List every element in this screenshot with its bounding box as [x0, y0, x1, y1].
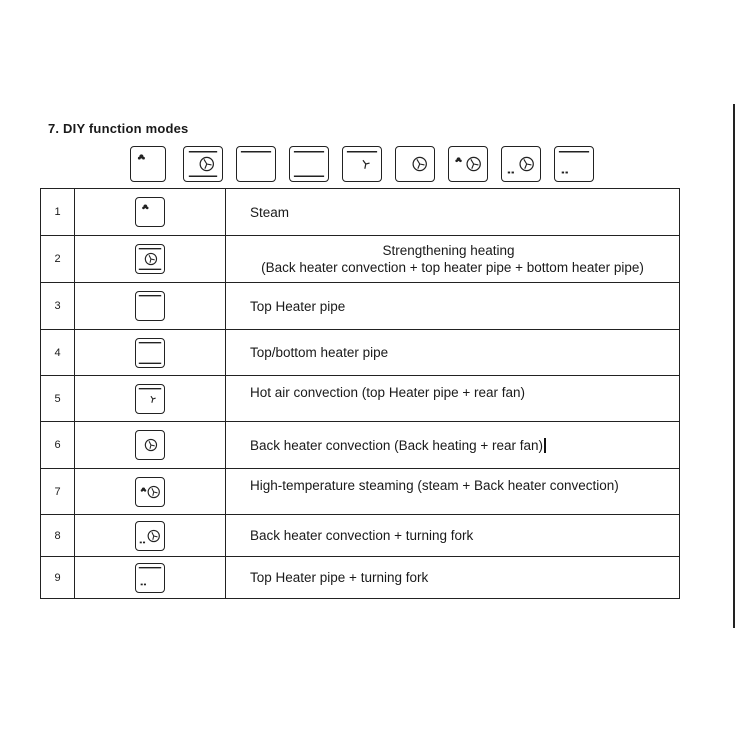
hot-air-convection-mode-icon	[342, 146, 382, 182]
page-edge-rule	[733, 104, 735, 628]
mode-description: Back heater convection (Back heating + rear fan)	[250, 437, 544, 453]
steam-mode-icon	[135, 197, 165, 227]
mode-number: 5	[41, 376, 75, 422]
mode-number: 9	[41, 557, 75, 599]
strengthening-heating-mode-icon	[183, 146, 223, 182]
mode-number: 2	[41, 236, 75, 283]
table-row	[41, 515, 680, 557]
function-modes-table	[40, 188, 680, 599]
top-heater-pipe-turning-fork-mode-icon	[554, 146, 594, 182]
high-temperature-steaming-mode-icon	[448, 146, 488, 182]
hot-air-convection-mode-icon	[135, 384, 165, 414]
top-heater-pipe-turning-fork-mode-icon	[135, 563, 165, 593]
mode-description-title: Strengthening heating	[382, 243, 515, 258]
top-heater-pipe-mode-icon	[135, 291, 165, 321]
mode-description: Back heater convection + turning fork	[226, 515, 680, 557]
mode-number: 8	[41, 515, 75, 557]
table-row	[41, 469, 680, 515]
table-row	[41, 557, 680, 599]
mode-description: Top/bottom heater pipe	[226, 330, 680, 376]
high-temperature-steaming-mode-icon	[135, 477, 165, 507]
table-row	[41, 189, 680, 236]
table-row	[41, 283, 680, 330]
top-bottom-heater-pipe-mode-icon	[135, 338, 165, 368]
table-row	[41, 376, 680, 422]
strengthening-heating-mode-icon	[135, 244, 165, 274]
mode-description: Steam	[226, 189, 680, 236]
top-bottom-heater-pipe-mode-icon	[289, 146, 329, 182]
back-heater-convection-turning-fork-mode-icon	[135, 521, 165, 551]
mode-description: High-temperature steaming (steam + Back heater convection)	[226, 469, 680, 515]
mode-description-detail: (Back heater convection + top heater pipe + bottom heater pipe)	[261, 260, 644, 275]
steam-mode-icon	[130, 146, 166, 182]
table-row	[41, 236, 680, 283]
top-heater-pipe-mode-icon	[236, 146, 276, 182]
mode-description: Top Heater pipe	[226, 283, 680, 330]
mode-number: 6	[41, 422, 75, 469]
mode-description: Top Heater pipe + turning fork	[226, 557, 680, 599]
mode-number: 4	[41, 330, 75, 376]
table-row	[41, 330, 680, 376]
back-heater-convection-mode-icon	[395, 146, 435, 182]
mode-number: 7	[41, 469, 75, 515]
back-heater-convection-mode-icon	[135, 430, 165, 460]
text-cursor	[544, 438, 546, 453]
mode-icon-legend	[130, 146, 595, 182]
section-title: 7. DIY function modes	[48, 121, 189, 136]
table-row	[41, 422, 680, 469]
back-heater-convection-turning-fork-mode-icon	[501, 146, 541, 182]
mode-description: Hot air convection (top Heater pipe + rear fan)	[226, 376, 680, 422]
mode-number: 1	[41, 189, 75, 236]
mode-number: 3	[41, 283, 75, 330]
